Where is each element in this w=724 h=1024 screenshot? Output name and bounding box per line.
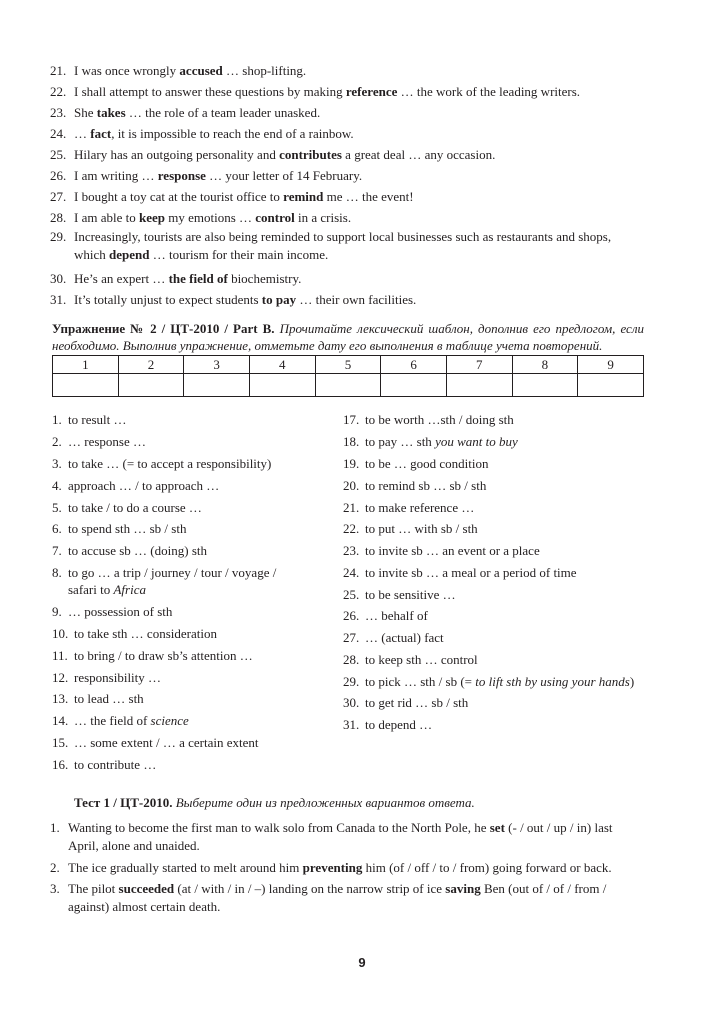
pattern-text: to keep sth … control [365,652,478,667]
pattern-number: 23. [343,543,360,558]
sentence-continuation [50,246,646,264]
test-item-number: 1. [50,820,60,835]
exercise-title-instructions: Прочитайте лексический шаблон, дополнив его предлогом, если необходимо. Выполнив упражнение, отметьте дату его выполнения в таблице учета повторений. [52,321,644,353]
sentence-text: (at / with / in / –) landing on the narrow strip of ice [174,881,446,896]
sentence-text: my emotions … [164,210,256,225]
pattern-number: 6. [52,521,62,536]
pattern-number: 19. [343,456,360,471]
pattern-number: 21. [343,500,360,515]
pattern-number: 27. [343,630,360,645]
sentence-number: 30. [50,271,67,286]
pattern-item [52,520,186,537]
sentence-text: … tourism for their main income. [149,247,329,262]
pattern-text: … possession of sth [68,604,173,619]
table-header-cell: 8 [512,356,578,374]
pattern-italic: to lift sth by using your hands [475,674,630,689]
pattern-text: to lead … sth [74,691,144,706]
pattern-number: 11. [52,648,68,663]
sentence-item [50,268,646,289]
pattern-text: to contribute … [74,757,157,772]
pattern-item [52,455,271,472]
pattern-item [52,625,217,642]
pattern-text: to take sth … consideration [74,626,217,641]
pattern-continuation [52,581,276,598]
table-header-cell: 1 [53,356,119,374]
pattern-number: 28. [343,652,360,667]
pattern-text: to make reference … [365,500,475,515]
pattern-item [52,411,127,428]
test-item [50,880,646,916]
sentence-text: … your letter of 14 February. [205,168,363,183]
sentence-number: 21. [50,63,67,78]
pattern-italic: Africa [113,582,146,597]
pattern-number: 26. [343,608,360,623]
sentence-text: Wanting to become the first man to walk solo from Canada to the North Pole, he [68,820,490,835]
pattern-number: 25. [343,587,360,602]
keyword: depend [109,247,150,262]
pattern-number: 2. [52,434,62,449]
pattern-number: 14. [52,713,69,728]
pattern-item [52,669,161,686]
pattern-item [52,647,253,664]
test-item-number: 3. [50,881,60,896]
sentence-text: , it is impossible to reach the end of a rainbow. [111,126,354,141]
sentence-text: … shop-lifting. [222,63,307,78]
keyword: fact [90,126,112,141]
sentence-item [50,289,646,310]
date-cell[interactable] [315,374,381,397]
test-item-continuation [50,898,646,916]
pattern-item [343,629,444,646]
table-header-row [53,356,644,374]
pattern-item [343,542,540,559]
pattern-number: 12. [52,670,69,685]
pattern-number: 13. [52,691,69,706]
pattern-number: 5. [52,500,62,515]
sentence-text: against) almost certain death. [68,899,221,914]
sentence-text: He’s an expert … [74,271,169,286]
pattern-number: 30. [343,695,360,710]
keyword: to pay [261,292,297,307]
test-title [74,794,644,811]
date-cell[interactable] [184,374,250,397]
table-header-cell: 4 [249,356,315,374]
date-cell[interactable] [53,374,119,397]
keyword: reference [345,84,398,99]
pattern-number: 29. [343,674,360,689]
pattern-number: 18. [343,434,360,449]
sentence-item [50,207,646,228]
keyword: succeeded [118,881,175,896]
sentence-text: me … the event! [323,189,414,204]
pattern-item [343,586,456,603]
sentence-number: 24. [50,126,67,141]
keyword: remind [283,189,324,204]
sentence-item [50,144,646,165]
keyword: accused [179,63,223,78]
keyword: saving [445,881,481,896]
pattern-item [343,716,432,733]
test-item-number: 2. [50,860,60,875]
pattern-item [343,564,577,581]
date-cell[interactable] [118,374,184,397]
keyword: control [255,210,295,225]
date-cell[interactable] [446,374,512,397]
pattern-text: to depend … [365,717,433,732]
pattern-text: to pay … sth [365,434,436,449]
sentence-item [50,186,646,207]
pattern-number: 20. [343,478,360,493]
pattern-item [343,477,486,494]
pattern-item [52,756,156,773]
pattern-text: safari to [68,582,114,597]
pattern-text: to get rid … sb / sth [365,695,469,710]
pattern-text: … (actual) fact [365,630,444,645]
pattern-text: to go … a trip / journey / tour / voyage / [68,565,277,580]
sentence-item [50,228,646,264]
pattern-text: ) [629,674,635,689]
pattern-item [52,542,207,559]
pattern-item [52,712,189,729]
keyword: set [489,820,505,835]
sentence-text: him (of / off / to / from) going forward or back. [362,860,612,875]
date-cell[interactable] [578,374,644,397]
pattern-item [343,455,489,472]
pattern-item [52,499,202,516]
pattern-number: 9. [52,604,62,619]
test-title-instructions: Выберите один из предложенных вариантов ответа. [175,795,475,810]
page-number: 9 [358,955,366,970]
pattern-number: 10. [52,626,69,641]
pattern-text: approach … / to approach … [68,478,220,493]
table-date-row [53,374,644,397]
sentence-number: 26. [50,168,67,183]
sentence-text: The ice gradually started to melt around him [68,860,303,875]
pattern-item [343,607,428,624]
pattern-number: 31. [343,717,360,732]
pattern-item [343,499,474,516]
pattern-text: to take / to do a course … [68,500,202,515]
sentence-text: which [74,247,110,262]
pattern-item [343,651,478,668]
date-cell[interactable] [381,374,447,397]
sentence-number: 22. [50,84,67,99]
test-item [50,819,646,855]
sentence-number: 23. [50,105,67,120]
sentence-text: in a crisis. [294,210,352,225]
table-header-cell: 2 [118,356,184,374]
table-header-cell: 5 [315,356,381,374]
keyword: contributes [279,147,342,162]
sentence-text: I was once wrongly [74,63,180,78]
pattern-text: to invite sb … a meal or a period of time [365,565,577,580]
sentence-item [50,102,646,123]
pattern-text: to take … (= to accept a responsibility) [68,456,272,471]
sentence-text: … the work of the leading writers. [397,84,581,99]
pattern-item [343,433,518,450]
keyword: takes [96,105,126,120]
sentence-text: Ben (out of / of / from / [480,881,607,896]
sentence-text: She [74,105,97,120]
sentence-text: Hilary has an outgoing personality and [74,147,280,162]
pattern-item [52,564,276,598]
sentence-text: I shall attempt to answer these questions by making [74,84,346,99]
pattern-text: … some extent / … a certain extent [74,735,259,750]
pattern-item [52,433,146,450]
pattern-text: to spend sth … sb / sth [68,521,187,536]
pattern-number: 17. [343,412,360,427]
pattern-text: to remind sb … sb / sth [365,478,487,493]
pattern-number: 4. [52,478,62,493]
sentence-number: 28. [50,210,67,225]
test-item [50,859,646,877]
sentence-text: biochemistry. [227,271,302,286]
pattern-text: … response … [68,434,146,449]
sentence-number: 29. [50,229,67,244]
sentence-text: April, alone and unaided. [68,838,200,853]
date-cell[interactable] [249,374,315,397]
sentence-text: It’s totally unjust to expect students [74,292,262,307]
pattern-number: 24. [343,565,360,580]
pattern-item [52,734,258,751]
repetition-table [52,355,644,397]
table-header-cell: 7 [446,356,512,374]
keyword: preventing [302,860,363,875]
pattern-italic: you want to buy [435,434,518,449]
pattern-text: to put … with sb / sth [365,521,478,536]
sentence-text: I bought a toy cat at the tourist office to [74,189,284,204]
pattern-item [343,673,634,690]
sentence-text: a great deal … any occasion. [341,147,496,162]
pattern-item [343,694,468,711]
pattern-number: 15. [52,735,69,750]
pattern-text: responsibility … [74,670,162,685]
pattern-text: to result … [68,412,127,427]
pattern-item [52,690,144,707]
pattern-text: to be worth …sth / doing sth [365,412,514,427]
table-header-cell: 9 [578,356,644,374]
sentence-number: 25. [50,147,67,162]
sentence-text: … their own facilities. [296,292,417,307]
keyword: response [157,168,206,183]
sentence-text: (- / out / up / in) last [504,820,613,835]
exercise-title [52,320,644,354]
sentence-text: Increasingly, tourists are also being reminded to support local businesses such as restaurants and shops, [74,229,612,244]
pattern-text: to be sensitive … [365,587,456,602]
sentence-text: I am writing … [74,168,158,183]
keyword: keep [138,210,165,225]
pattern-item [343,411,514,428]
sentence-text: The pilot [68,881,119,896]
pattern-item [52,603,172,620]
test-item-continuation [50,837,646,855]
pattern-number: 22. [343,521,360,536]
pattern-item [343,520,478,537]
sentence-item [50,123,646,144]
sentence-text: I am able to [74,210,139,225]
pattern-number: 16. [52,757,69,772]
sentence-number: 27. [50,189,67,204]
keyword: the field of [168,271,228,286]
pattern-number: 8. [52,565,62,580]
test-title-bold: Тест 1 / ЦТ-2010. [74,795,173,810]
table-header-cell: 6 [381,356,447,374]
sentence-text: … the role of a team leader unasked. [125,105,321,120]
sentence-item [50,60,646,81]
pattern-item [52,477,219,494]
sentence-item [50,81,646,102]
pattern-text: … behalf of [365,608,428,623]
sentence-number: 31. [50,292,67,307]
pattern-number: 1. [52,412,62,427]
table-header-cell: 3 [184,356,250,374]
date-cell[interactable] [512,374,578,397]
pattern-text: to bring / to draw sb’s attention … [74,648,253,663]
pattern-text: to be … good condition [365,456,489,471]
sentence-text: … [74,126,91,141]
pattern-text: to invite sb … an event or a place [365,543,540,558]
pattern-text: to accuse sb … (doing) sth [68,543,208,558]
exercise-title-bold: Упражнение № 2 / ЦТ-2010 / Part B. [52,321,275,336]
pattern-text: … the field of [74,713,151,728]
pattern-number: 3. [52,456,62,471]
sentence-item [50,165,646,186]
pattern-number: 7. [52,543,62,558]
pattern-text: to pick … sth / sb (= [365,674,476,689]
pattern-italic: science [150,713,189,728]
